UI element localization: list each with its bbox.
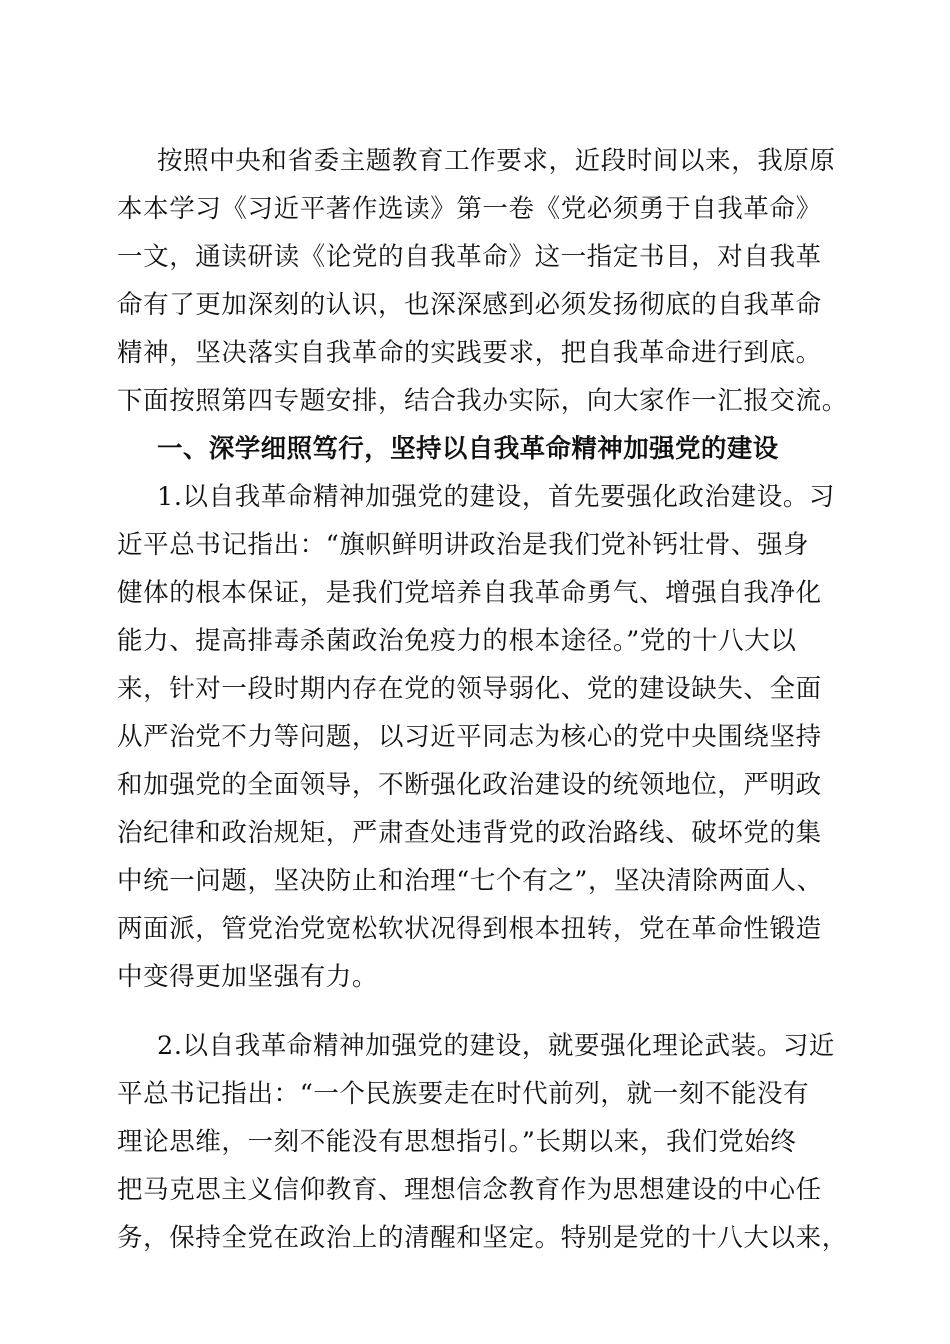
point2-line-2: 平总书记指出：“一个民族要走在时代前列，就一刻不能没有 [117, 1079, 810, 1109]
point1-line-3: 健体的根本保证，是我们党培养自我革命勇气、增强自我净化 [117, 578, 822, 608]
point1-line-8: 治纪律和政治规矩，严肃查处违背党的政治路线、破坏党的集 [117, 818, 822, 848]
intro-line-4: 命有了更加深刻的认识，也深深感到必须发扬彻底的自我革命 [117, 290, 822, 320]
point1-line-5: 来，针对一段时期内存在党的领导弱化、党的建设缺失、全面 [117, 674, 822, 704]
point1-line-4: 能力、提高排毒杀菌政治免疫力的根本途径。”党的十八大以 [117, 626, 797, 656]
point1-line-9: 中统一问题，坚决防止和治理“七个有之”，坚决清除两面人、 [117, 866, 823, 896]
intro-line-3: 一文，通读研读《论党的自我革命》这一指定书目，对自我革 [117, 242, 822, 272]
section-heading: 一、深学细照笃行，坚持以自我革命精神加强党的建设 [157, 434, 779, 464]
point1-line-1: 1.以自我革命精神加强党的建设，首先要强化政治建设。习 [157, 482, 836, 512]
point1-line-11: 中变得更加坚强有力。 [117, 962, 379, 992]
point1-line-6: 从严治党不力等问题，以习近平同志为核心的党中央围绕坚持 [117, 722, 822, 752]
intro-line-2: 本本学习《习近平著作选读》第一卷《党必须勇于自我革命》 [117, 194, 822, 224]
point1-line-7: 和加强党的全面领导，不断强化政治建设的统领地位，严明政 [117, 770, 822, 800]
point1-line-10: 两面派，管党治党宽松软状况得到根本扭转，党在革命性锻造 [117, 914, 822, 944]
intro-line-5: 精神，坚决落实自我革命的实践要求，把自我革命进行到底。 [117, 338, 822, 368]
point2-line-3: 理论思维，一刻不能没有思想指引。”长期以来，我们党始终 [117, 1127, 797, 1157]
point2-line-4: 把马克思主义信仰教育、理想信念教育作为思想建设的中心任 [117, 1175, 822, 1205]
point2-line-1: 2.以自我革命精神加强党的建设，就要强化理论武装。习近 [157, 1031, 836, 1061]
point1-line-2: 近平总书记指出：“旗帜鲜明讲政治是我们党补钙壮骨、强身 [117, 530, 810, 560]
intro-line-6: 下面按照第四专题安排，结合我办实际，向大家作一汇报交流。 [117, 386, 848, 416]
intro-line-1: 按照中央和省委主题教育工作要求，近段时间以来，我原原 [157, 146, 836, 176]
point2-line-5: 务，保持全党在政治上的清醒和坚定。特别是党的十八大以来， [117, 1223, 848, 1253]
